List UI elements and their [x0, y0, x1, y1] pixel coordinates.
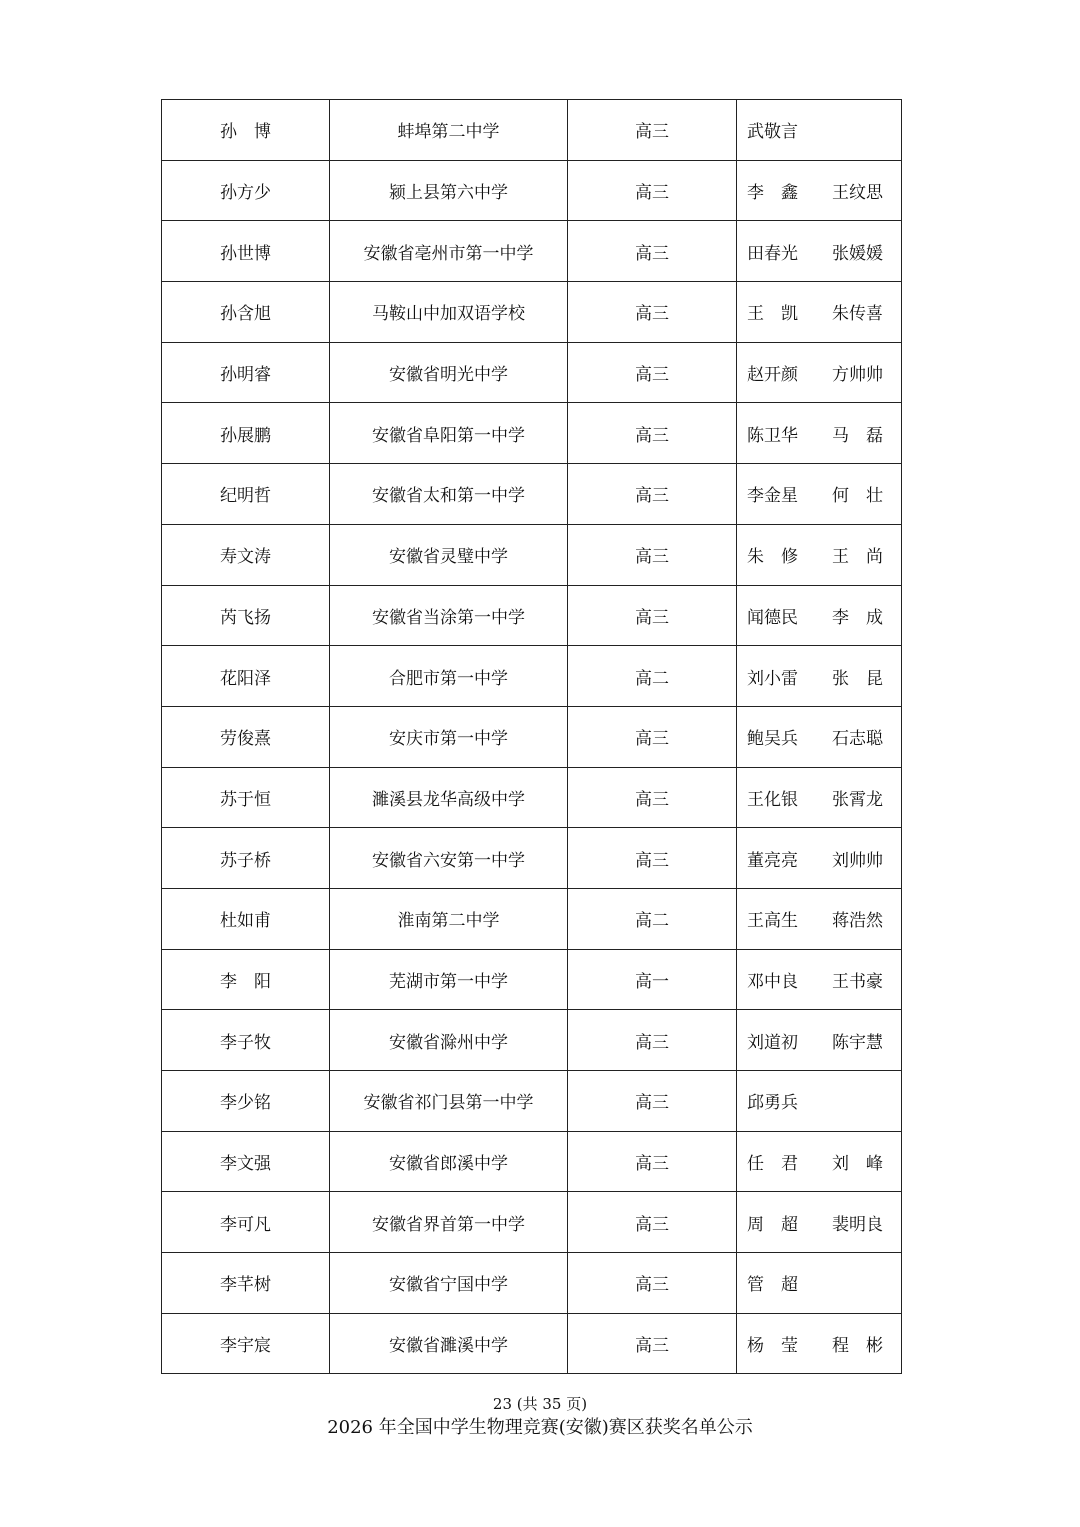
grade-cell: 高三	[568, 160, 737, 221]
table-row	[162, 1071, 902, 1132]
grade-cell: 高三	[568, 828, 737, 889]
teacher-name-2: 裴明良	[832, 1214, 883, 1235]
teacher-names	[747, 239, 883, 264]
grade-cell: 高三	[568, 524, 737, 585]
student-name-cell: 纪明哲	[162, 464, 330, 525]
student-name-cell: 李宇宸	[162, 1313, 330, 1374]
grade-cell: 高三	[568, 706, 737, 767]
teacher-name-1: 杨 莹	[747, 1336, 798, 1357]
teacher-cell	[737, 949, 902, 1010]
school-cell: 合肥市第一中学	[330, 646, 568, 707]
grade-cell: 高三	[568, 221, 737, 282]
student-name-cell: 苏子桥	[162, 828, 330, 889]
table-row	[162, 221, 902, 282]
student-name-cell: 孙含旭	[162, 282, 330, 343]
teacher-name-2: 刘帅帅	[832, 850, 883, 871]
teacher-names	[747, 542, 883, 567]
table-row	[162, 949, 902, 1010]
teacher-name-2: 程 彬	[832, 1336, 883, 1357]
teacher-cell	[737, 1192, 902, 1253]
teacher-name-2: 蒋浩然	[832, 911, 883, 932]
school-cell: 芜湖市第一中学	[330, 949, 568, 1010]
school-cell: 颍上县第六中学	[330, 160, 568, 221]
teacher-names	[747, 664, 883, 689]
teacher-name-1: 李 鑫	[747, 183, 798, 204]
teacher-name-1: 董亮亮	[747, 850, 798, 871]
table-row	[162, 100, 902, 161]
teacher-name-2: 张媛媛	[832, 243, 883, 264]
teacher-cell	[737, 282, 902, 343]
teacher-cell	[737, 464, 902, 525]
grade-cell: 高二	[568, 646, 737, 707]
student-name-cell: 花阳泽	[162, 646, 330, 707]
teacher-name-1: 鲍吴兵	[747, 729, 798, 750]
teacher-name-2: 何 壮	[832, 486, 883, 507]
teacher-name-2: 朱传喜	[832, 304, 883, 325]
teacher-names	[747, 846, 883, 871]
table-row	[162, 464, 902, 525]
teacher-name-1: 邓中良	[747, 971, 798, 992]
grade-cell: 高三	[568, 282, 737, 343]
student-name-cell: 孙 博	[162, 100, 330, 161]
student-name-cell: 李文强	[162, 1131, 330, 1192]
teacher-names	[747, 785, 883, 810]
teacher-cell	[737, 828, 902, 889]
teacher-name-1: 王高生	[747, 911, 798, 932]
teacher-names	[747, 421, 883, 446]
school-cell: 安徽省六安第一中学	[330, 828, 568, 889]
teacher-cell	[737, 221, 902, 282]
grade-cell: 高三	[568, 767, 737, 828]
teacher-name-1: 李金星	[747, 486, 798, 507]
teacher-names	[747, 603, 883, 628]
teacher-names	[747, 906, 883, 931]
teacher-name-1: 朱 修	[747, 547, 798, 568]
teacher-cell	[737, 403, 902, 464]
grade-cell: 高三	[568, 100, 737, 161]
grade-cell: 高三	[568, 464, 737, 525]
school-cell: 安徽省郎溪中学	[330, 1131, 568, 1192]
table-row	[162, 585, 902, 646]
teacher-cell	[737, 1253, 902, 1314]
grade-cell: 高三	[568, 1010, 737, 1071]
grade-cell: 高一	[568, 949, 737, 1010]
teacher-name-2: 石志聪	[832, 729, 883, 750]
school-cell: 安徽省界首第一中学	[330, 1192, 568, 1253]
table-row	[162, 1192, 902, 1253]
teacher-cell	[737, 767, 902, 828]
teacher-name-1: 周 超	[747, 1214, 798, 1235]
school-cell: 安徽省当涂第一中学	[330, 585, 568, 646]
table-row	[162, 342, 902, 403]
student-name-cell: 孙世博	[162, 221, 330, 282]
teacher-name-1: 邱勇兵	[747, 1093, 798, 1114]
grade-cell: 高三	[568, 1131, 737, 1192]
student-name-cell: 孙方少	[162, 160, 330, 221]
student-name-cell: 劳俊熹	[162, 706, 330, 767]
document-title: 2026 年全国中学生物理竞赛(安徽)赛区获奖名单公示	[327, 1417, 753, 1438]
student-name-cell: 孙展鹏	[162, 403, 330, 464]
table-row	[162, 828, 902, 889]
teacher-name-1: 武敬言	[747, 122, 798, 143]
teacher-names	[747, 724, 883, 749]
student-name-cell: 李 阳	[162, 949, 330, 1010]
teacher-cell	[737, 585, 902, 646]
school-cell: 安徽省宁国中学	[330, 1253, 568, 1314]
teacher-name-1: 管 超	[747, 1275, 798, 1296]
teacher-name-1: 刘小雷	[747, 668, 798, 689]
teacher-name-2: 王 尚	[832, 547, 883, 568]
student-name-cell: 李少铭	[162, 1071, 330, 1132]
teacher-name-1: 王化银	[747, 789, 798, 810]
school-cell: 淮南第二中学	[330, 888, 568, 949]
teacher-names	[747, 360, 883, 385]
teacher-name-2: 方帅帅	[832, 365, 883, 386]
teacher-cell	[737, 100, 902, 161]
grade-cell: 高三	[568, 1192, 737, 1253]
student-name-cell: 李芊树	[162, 1253, 330, 1314]
teacher-name-1: 赵开颜	[747, 365, 798, 386]
teacher-name-2: 张霄龙	[832, 789, 883, 810]
teacher-name-1: 陈卫华	[747, 425, 798, 446]
teacher-name-1: 王 凯	[747, 304, 798, 325]
table-row	[162, 1313, 902, 1374]
school-cell: 安庆市第一中学	[330, 706, 568, 767]
table-row	[162, 524, 902, 585]
teacher-cell	[737, 1010, 902, 1071]
teacher-names	[747, 1149, 883, 1174]
teacher-names	[747, 1270, 883, 1295]
grade-cell: 高三	[568, 1313, 737, 1374]
teacher-names	[747, 1210, 883, 1235]
school-cell: 安徽省太和第一中学	[330, 464, 568, 525]
school-cell: 蚌埠第二中学	[330, 100, 568, 161]
teacher-cell	[737, 160, 902, 221]
table-row	[162, 767, 902, 828]
student-name-cell: 芮飞扬	[162, 585, 330, 646]
school-cell: 安徽省阜阳第一中学	[330, 403, 568, 464]
school-cell: 安徽省濉溪中学	[330, 1313, 568, 1374]
table-row	[162, 888, 902, 949]
student-name-cell: 孙明睿	[162, 342, 330, 403]
teacher-cell	[737, 1131, 902, 1192]
teacher-names	[747, 117, 883, 142]
school-cell: 安徽省祁门县第一中学	[330, 1071, 568, 1132]
award-table	[161, 99, 902, 1374]
teacher-cell	[737, 888, 902, 949]
school-cell: 安徽省亳州市第一中学	[330, 221, 568, 282]
teacher-name-2: 王纹思	[832, 183, 883, 204]
grade-cell: 高三	[568, 403, 737, 464]
student-name-cell: 杜如甫	[162, 888, 330, 949]
teacher-name-1: 刘道初	[747, 1032, 798, 1053]
school-cell: 安徽省明光中学	[330, 342, 568, 403]
student-name-cell: 寿文涛	[162, 524, 330, 585]
school-cell: 安徽省滁州中学	[330, 1010, 568, 1071]
student-name-cell: 李子牧	[162, 1010, 330, 1071]
school-cell: 濉溪县龙华高级中学	[330, 767, 568, 828]
teacher-name-1: 任 君	[747, 1154, 798, 1175]
grade-cell: 高三	[568, 342, 737, 403]
teacher-cell	[737, 1071, 902, 1132]
table-row	[162, 1131, 902, 1192]
table-row	[162, 282, 902, 343]
teacher-names	[747, 178, 883, 203]
school-cell: 马鞍山中加双语学校	[330, 282, 568, 343]
student-name-cell: 李可凡	[162, 1192, 330, 1253]
award-table-body	[162, 100, 902, 1374]
table-row	[162, 1010, 902, 1071]
teacher-name-2: 陈宇慧	[832, 1032, 883, 1053]
grade-cell: 高三	[568, 1071, 737, 1132]
student-name-cell: 苏于恒	[162, 767, 330, 828]
grade-cell: 高三	[568, 585, 737, 646]
school-cell: 安徽省灵璧中学	[330, 524, 568, 585]
page-number: 23 (共 35 页)	[492, 1395, 588, 1413]
grade-cell: 高三	[568, 1253, 737, 1314]
teacher-names	[747, 967, 883, 992]
teacher-cell	[737, 706, 902, 767]
teacher-cell	[737, 646, 902, 707]
table-row	[162, 160, 902, 221]
table-row	[162, 646, 902, 707]
teacher-name-2: 刘 峰	[832, 1154, 883, 1175]
teacher-name-2: 王书豪	[832, 971, 883, 992]
teacher-name-2: 李 成	[832, 607, 883, 628]
table-row	[162, 1253, 902, 1314]
teacher-names	[747, 1028, 883, 1053]
teacher-name-1: 田春光	[747, 243, 798, 264]
table-row	[162, 403, 902, 464]
table-row	[162, 706, 902, 767]
teacher-cell	[737, 524, 902, 585]
teacher-name-1: 闻德民	[747, 607, 798, 628]
grade-cell: 高二	[568, 888, 737, 949]
teacher-names	[747, 481, 883, 506]
teacher-names	[747, 1331, 883, 1356]
teacher-names	[747, 299, 883, 324]
teacher-names	[747, 1088, 883, 1113]
teacher-cell	[737, 1313, 902, 1374]
teacher-name-2: 马 磊	[832, 425, 883, 446]
teacher-name-2: 张 昆	[832, 668, 883, 689]
teacher-cell	[737, 342, 902, 403]
